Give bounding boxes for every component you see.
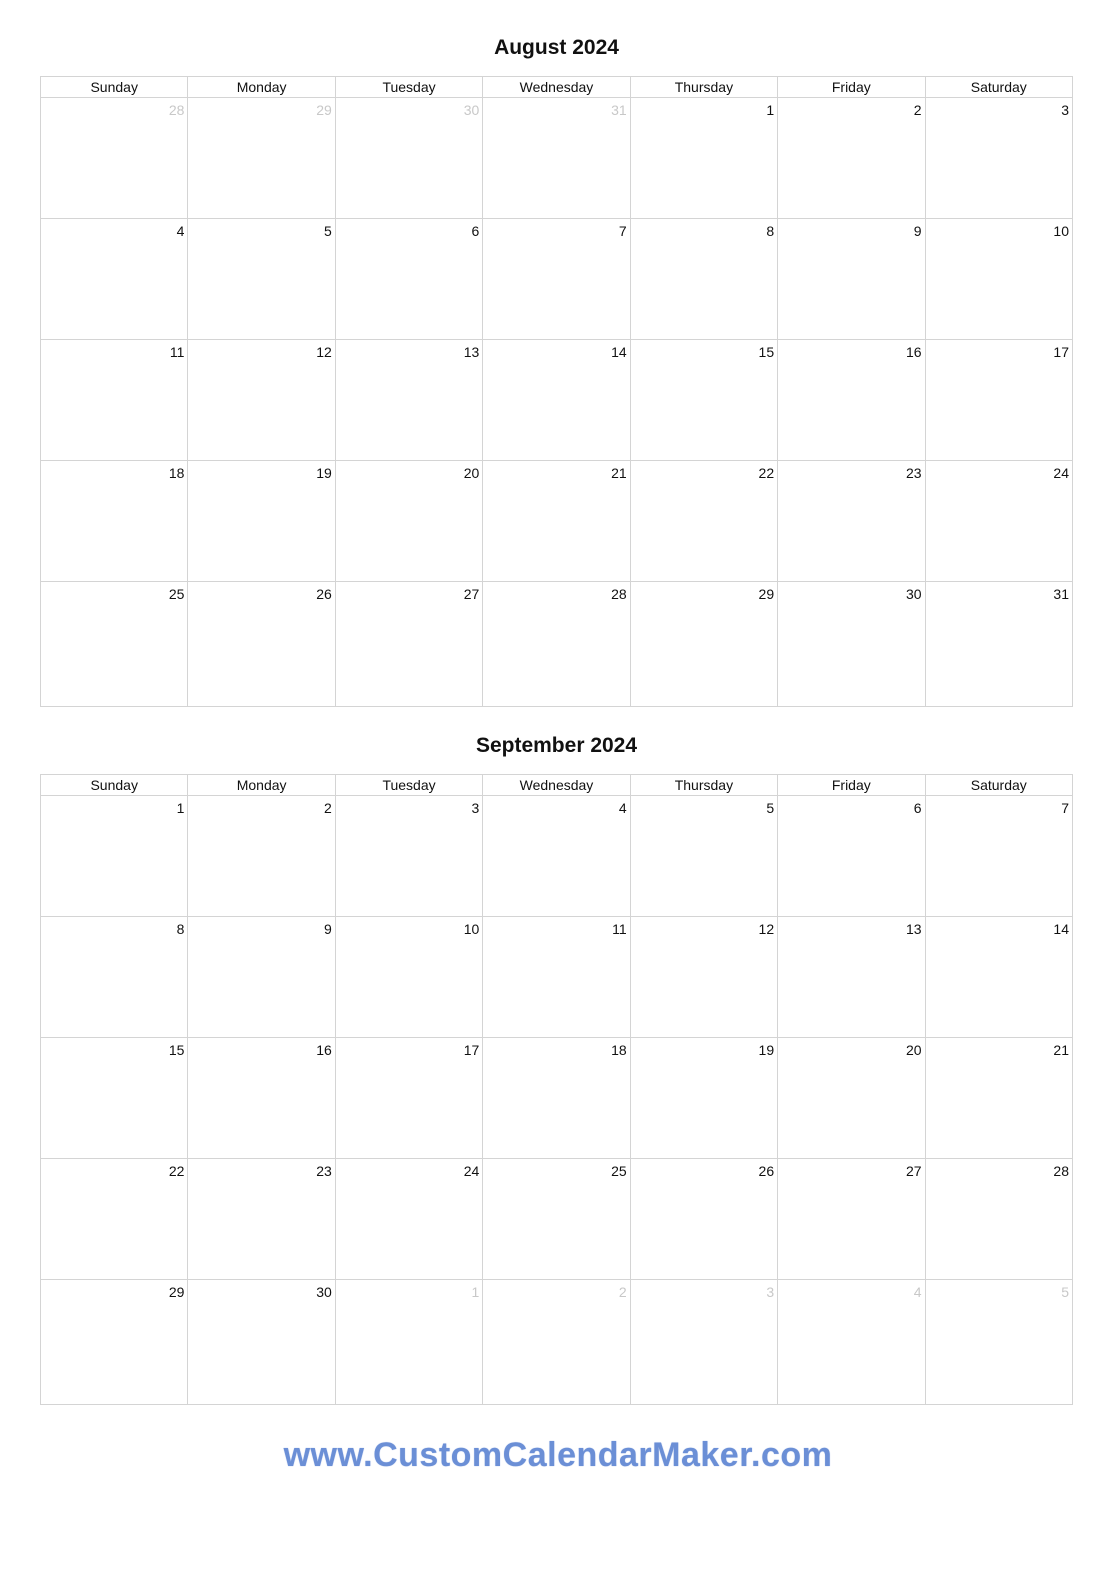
weekday-header: Sunday bbox=[41, 77, 188, 98]
day-cell bbox=[335, 219, 482, 340]
week-row bbox=[41, 796, 1073, 917]
week-row bbox=[41, 98, 1073, 219]
weekday-header-row bbox=[41, 775, 1073, 796]
day-cell bbox=[41, 98, 188, 219]
day-number: 19 bbox=[758, 1042, 775, 1058]
day-cell bbox=[335, 1280, 482, 1405]
weekday-header: Thursday bbox=[630, 77, 777, 98]
day-number: 1 bbox=[176, 800, 185, 816]
day-cell bbox=[778, 219, 925, 340]
day-cell bbox=[41, 340, 188, 461]
day-cell bbox=[335, 796, 482, 917]
day-number: 23 bbox=[905, 465, 922, 481]
day-cell bbox=[925, 1038, 1072, 1159]
day-cell bbox=[188, 917, 335, 1038]
weekday-header: Saturday bbox=[925, 775, 1072, 796]
adjacent-month-day-number: 5 bbox=[1061, 1284, 1069, 1300]
weekday-header: Wednesday bbox=[483, 77, 630, 98]
day-cell bbox=[925, 461, 1072, 582]
adjacent-month-day-number: 29 bbox=[316, 102, 332, 118]
day-number: 26 bbox=[758, 1163, 775, 1179]
weekday-header: Friday bbox=[778, 77, 925, 98]
day-cell bbox=[41, 219, 188, 340]
day-cell bbox=[188, 98, 335, 219]
adjacent-month-day-number: 30 bbox=[463, 102, 480, 118]
day-cell bbox=[778, 1280, 925, 1405]
day-cell bbox=[335, 461, 482, 582]
weekday-header: Thursday bbox=[630, 775, 777, 796]
week-row bbox=[41, 340, 1073, 461]
day-number: 4 bbox=[618, 800, 627, 816]
day-cell bbox=[483, 1280, 630, 1405]
day-cell bbox=[335, 1159, 482, 1280]
day-cell bbox=[335, 917, 482, 1038]
day-number: 11 bbox=[612, 921, 627, 937]
adjacent-month-day-number: 31 bbox=[611, 102, 627, 118]
day-cell bbox=[778, 340, 925, 461]
day-cell bbox=[188, 219, 335, 340]
weekday-header: Monday bbox=[188, 775, 335, 796]
day-cell bbox=[925, 582, 1072, 707]
day-number: 9 bbox=[913, 223, 922, 239]
day-cell bbox=[188, 1280, 335, 1405]
day-cell bbox=[483, 461, 630, 582]
month-august bbox=[40, 30, 1073, 707]
day-cell bbox=[41, 917, 188, 1038]
day-number: 30 bbox=[316, 1284, 332, 1300]
day-cell bbox=[335, 582, 482, 707]
calendar-grid bbox=[40, 76, 1073, 707]
day-number: 26 bbox=[316, 586, 332, 602]
day-cell bbox=[630, 917, 777, 1038]
site-watermark: www.CustomCalendarMaker.com bbox=[283, 1436, 833, 1474]
day-cell bbox=[778, 796, 925, 917]
day-number: 30 bbox=[905, 586, 922, 602]
day-number: 3 bbox=[471, 800, 480, 816]
day-cell bbox=[925, 917, 1072, 1038]
adjacent-month-day-number: 1 bbox=[471, 1284, 480, 1300]
day-cell bbox=[188, 1038, 335, 1159]
day-cell bbox=[335, 1038, 482, 1159]
day-number: 29 bbox=[168, 1284, 185, 1300]
day-cell bbox=[925, 98, 1072, 219]
day-number: 5 bbox=[766, 800, 775, 816]
day-cell bbox=[925, 340, 1072, 461]
day-number: 27 bbox=[905, 1163, 922, 1179]
day-cell bbox=[41, 796, 188, 917]
weekday-header: Tuesday bbox=[335, 77, 482, 98]
weekday-header: Wednesday bbox=[483, 775, 630, 796]
calendar-grid bbox=[40, 774, 1073, 1405]
day-number: 10 bbox=[1053, 223, 1069, 239]
day-number: 3 bbox=[1061, 102, 1069, 118]
day-number: 8 bbox=[766, 223, 775, 239]
weekday-header-row bbox=[41, 77, 1073, 98]
day-number: 11 bbox=[169, 344, 185, 360]
day-cell bbox=[778, 98, 925, 219]
adjacent-month-day-number: 3 bbox=[766, 1284, 775, 1300]
day-number: 24 bbox=[463, 1163, 480, 1179]
day-number: 14 bbox=[1053, 921, 1069, 937]
day-cell bbox=[483, 917, 630, 1038]
week-row bbox=[41, 1038, 1073, 1159]
day-number: 4 bbox=[176, 223, 185, 239]
day-number: 7 bbox=[1061, 800, 1069, 816]
week-row bbox=[41, 917, 1073, 1038]
month-title: September 2024 bbox=[475, 734, 638, 757]
adjacent-month-day-number: 28 bbox=[168, 102, 185, 118]
day-cell bbox=[630, 1280, 777, 1405]
day-cell bbox=[188, 461, 335, 582]
day-cell bbox=[630, 219, 777, 340]
day-cell bbox=[925, 796, 1072, 917]
day-number: 19 bbox=[316, 465, 332, 481]
day-cell bbox=[630, 1038, 777, 1159]
day-number: 28 bbox=[1053, 1163, 1069, 1179]
day-cell bbox=[41, 461, 188, 582]
day-number: 15 bbox=[758, 344, 775, 360]
day-number: 18 bbox=[168, 465, 185, 481]
day-number: 13 bbox=[463, 344, 480, 360]
day-number: 23 bbox=[316, 1163, 332, 1179]
day-number: 10 bbox=[463, 921, 480, 937]
day-number: 31 bbox=[1053, 586, 1069, 602]
week-row bbox=[41, 219, 1073, 340]
day-number: 21 bbox=[611, 465, 627, 481]
day-number: 6 bbox=[471, 223, 480, 239]
day-number: 9 bbox=[324, 921, 332, 937]
day-number: 29 bbox=[758, 586, 775, 602]
day-number: 17 bbox=[463, 1042, 480, 1058]
day-number: 18 bbox=[611, 1042, 627, 1058]
day-cell bbox=[188, 582, 335, 707]
day-number: 6 bbox=[913, 800, 922, 816]
day-cell bbox=[630, 582, 777, 707]
day-number: 14 bbox=[611, 344, 627, 360]
day-cell bbox=[483, 1038, 630, 1159]
day-number: 25 bbox=[168, 586, 185, 602]
day-number: 16 bbox=[316, 1042, 332, 1058]
day-cell bbox=[778, 1159, 925, 1280]
day-cell bbox=[335, 340, 482, 461]
day-cell bbox=[630, 98, 777, 219]
day-number: 20 bbox=[463, 465, 480, 481]
day-cell bbox=[630, 340, 777, 461]
adjacent-month-day-number: 4 bbox=[913, 1284, 922, 1300]
day-cell bbox=[925, 1159, 1072, 1280]
day-number: 2 bbox=[913, 102, 922, 118]
day-cell bbox=[778, 461, 925, 582]
week-row bbox=[41, 1159, 1073, 1280]
day-number: 15 bbox=[168, 1042, 185, 1058]
day-number: 24 bbox=[1053, 465, 1069, 481]
day-number: 1 bbox=[766, 102, 775, 118]
day-cell bbox=[483, 219, 630, 340]
day-number: 22 bbox=[758, 465, 775, 481]
day-cell bbox=[188, 1159, 335, 1280]
day-number: 25 bbox=[611, 1163, 627, 1179]
month-title: August 2024 bbox=[494, 36, 619, 59]
day-cell bbox=[483, 340, 630, 461]
day-cell bbox=[188, 340, 335, 461]
day-number: 22 bbox=[168, 1163, 185, 1179]
day-number: 13 bbox=[905, 921, 922, 937]
week-row bbox=[41, 1280, 1073, 1405]
day-cell bbox=[630, 796, 777, 917]
day-number: 8 bbox=[176, 921, 185, 937]
day-number: 5 bbox=[324, 223, 332, 239]
day-cell bbox=[483, 796, 630, 917]
month-september bbox=[40, 728, 1073, 1405]
day-cell bbox=[483, 582, 630, 707]
day-cell bbox=[778, 917, 925, 1038]
day-cell bbox=[41, 1280, 188, 1405]
day-number: 20 bbox=[905, 1042, 922, 1058]
weekday-header: Tuesday bbox=[335, 775, 482, 796]
day-number: 12 bbox=[316, 344, 332, 360]
day-number: 21 bbox=[1053, 1042, 1069, 1058]
day-cell bbox=[41, 1159, 188, 1280]
week-row bbox=[41, 461, 1073, 582]
day-cell bbox=[925, 219, 1072, 340]
day-number: 7 bbox=[618, 223, 627, 239]
day-number: 28 bbox=[611, 586, 627, 602]
day-cell bbox=[188, 796, 335, 917]
day-cell bbox=[41, 582, 188, 707]
day-cell bbox=[778, 582, 925, 707]
weekday-header: Friday bbox=[778, 775, 925, 796]
day-number: 16 bbox=[905, 344, 922, 360]
day-cell bbox=[925, 1280, 1072, 1405]
weekday-header: Monday bbox=[188, 77, 335, 98]
day-number: 2 bbox=[324, 800, 332, 816]
day-number: 17 bbox=[1053, 344, 1069, 360]
day-cell bbox=[483, 1159, 630, 1280]
week-row bbox=[41, 582, 1073, 707]
day-number: 12 bbox=[758, 921, 775, 937]
adjacent-month-day-number: 2 bbox=[618, 1284, 627, 1300]
day-cell bbox=[778, 1038, 925, 1159]
day-cell bbox=[630, 461, 777, 582]
day-cell bbox=[630, 1159, 777, 1280]
day-cell bbox=[483, 98, 630, 219]
day-number: 27 bbox=[463, 586, 480, 602]
day-cell bbox=[41, 1038, 188, 1159]
weekday-header: Sunday bbox=[41, 775, 188, 796]
day-cell bbox=[335, 98, 482, 219]
weekday-header: Saturday bbox=[925, 77, 1072, 98]
